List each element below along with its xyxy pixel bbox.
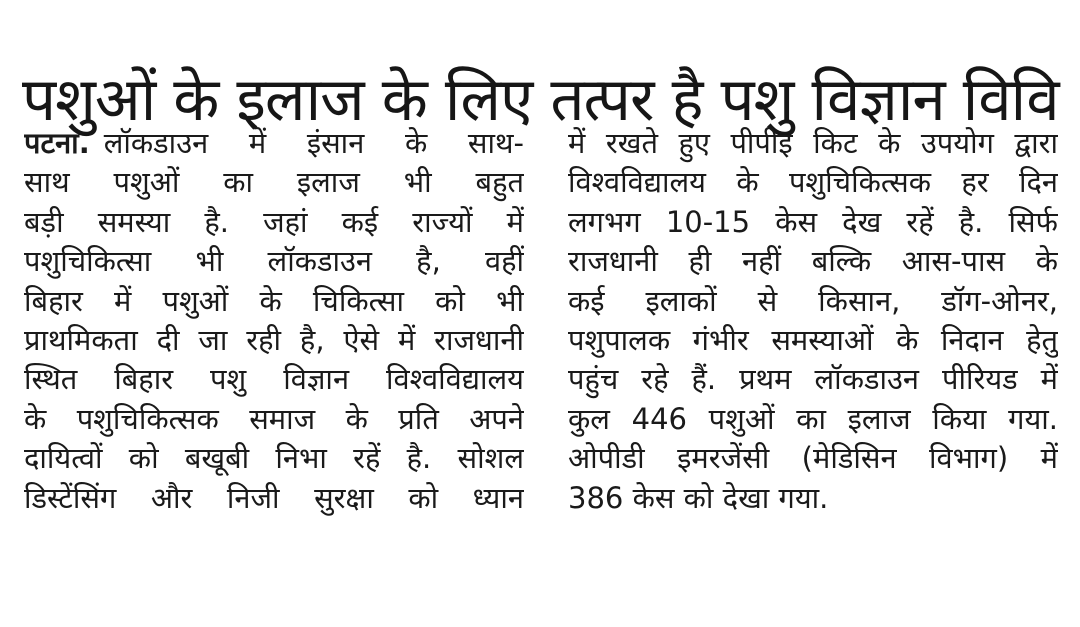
article-column-left xyxy=(24,124,524,518)
body-line: साथ पशुओं का इलाज भी बहुत xyxy=(24,165,524,200)
dateline: पटना. xyxy=(24,126,90,160)
body-line-text: लॉकडाउन में इंसान के साथ- xyxy=(103,126,524,160)
body-line: ओपीडी इमरजेंसी (मेडिसिन विभाग) में xyxy=(568,441,1058,476)
body-line: बिहार में पशुओं के चिकित्सा को भी xyxy=(24,283,524,318)
body-line: स्थित बिहार पशु विज्ञान विश्वविद्यालय xyxy=(24,362,524,397)
body-line: पहुंच रहे हैं. प्रथम लॉकडाउन पीरियड में xyxy=(568,362,1058,397)
body-line: 386 केस को देखा गया. xyxy=(568,480,829,515)
body-line: के पशुचिकित्सक समाज के प्रति अपने xyxy=(24,401,524,436)
body-line: लगभग 10-15 केस देख रहें है. सिर्फ xyxy=(568,204,1058,239)
body-line: बड़ी समस्या है. जहां कई राज्यों में xyxy=(24,204,524,239)
body-line: राजधानी ही नहीं बल्कि आस-पास के xyxy=(568,244,1058,279)
body-line: डिस्टेंसिंग और निजी सुरक्षा को ध्यान xyxy=(24,480,524,515)
body-line: प्राथमिकता दी जा रही है, ऐसे में राजधानी xyxy=(24,322,524,357)
article-column-right xyxy=(568,124,1058,518)
body-line: पशुचिकित्सा भी लॉकडाउन है, वहीं xyxy=(24,244,524,279)
body-line: कुल 446 पशुओं का इलाज किया गया. xyxy=(568,401,1058,436)
body-line: विश्वविद्यालय के पशुचिकित्सक हर दिन xyxy=(568,165,1058,200)
body-line: कई इलाकों से किसान, डॉग-ओनर, xyxy=(568,283,1058,318)
headline: पशुओं के इलाज के लिए तत्पर है पशु विज्ञान विवि xyxy=(22,65,1059,136)
body-line xyxy=(24,124,524,163)
body-line: में रखते हुए पीपीइ किट के उपयोग द्वारा xyxy=(568,126,1058,160)
body-line: पशुपालक गंभीर समस्याओं के निदान हेतु xyxy=(568,322,1058,357)
body-line: दायित्वों को बखूबी निभा रहें है. सोशल xyxy=(24,441,524,476)
